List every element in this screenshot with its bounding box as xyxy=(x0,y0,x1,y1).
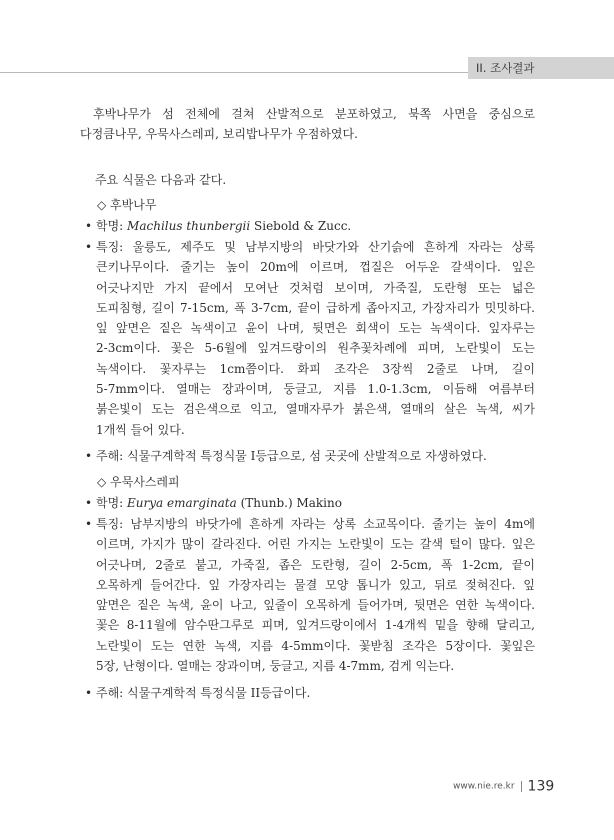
species-1-features xyxy=(85,237,535,440)
feature-line: 큰키나무이다. 줄기는 높이 20m에 이르며, 껍질은 어두운 갈색이다. 잎은 xyxy=(96,260,535,275)
paragraph-line: 다정큼나무, 우묵사스레피, 보리밥나무가 우점하였다. xyxy=(80,127,358,142)
bullet-icon: • xyxy=(85,240,93,254)
bullet-icon: • xyxy=(85,449,93,463)
name-label: 학명: xyxy=(96,496,128,510)
species-2-title: ◇ 우묵사스레피 xyxy=(97,475,180,489)
bullet-icon: • xyxy=(85,496,93,510)
feature-line: 이르며, 가지가 많이 갈라진다. 어린 가지는 노란빛이 도는 갈색 털이 많다. 잎은 xyxy=(96,537,535,552)
footer-url: www.nie.re.kr xyxy=(453,781,515,792)
feature-line: 앞면은 짙은 녹색, 윤이 나고, 잎줄이 오목하게 들어가며, 뒷면은 연한 녹색이다. xyxy=(96,598,535,613)
page-footer xyxy=(453,776,554,795)
feature-line: 5장, 난형이다. 열매는 장과이며, 둥글고, 지름 4-7mm, 검게 익는다. xyxy=(96,659,455,674)
header-section-title: II. 조사결과 xyxy=(476,61,535,75)
author-name: Siebold & Zucc. xyxy=(250,219,352,233)
feature-line: 붉은빛이 도는 검은색으로 익고, 열매자루가 붉은색, 열매의 살은 녹색, 씨가 xyxy=(96,402,535,417)
feature-line: 특징: 남부지방의 바닷가에 흔하게 자라는 상록 소교목이다. 줄기는 높이 4m에 xyxy=(96,517,535,531)
species-2-features xyxy=(85,514,535,676)
feature-line: 특징: 울릉도, 제주도 및 남부지방의 바닷가와 산기슭에 흔하게 자라는 상록 xyxy=(96,240,535,254)
feature-line: 노란빛이 도는 연한 녹색, 지름 4-5mm이다. 꽃받침 조각은 5장이다. 꽃잎은 xyxy=(96,638,535,653)
feature-line: 1개씩 들어 있다. xyxy=(96,422,185,437)
species-1-scientific-name xyxy=(85,216,535,236)
intro-paragraph xyxy=(80,104,535,145)
bullet-icon: • xyxy=(85,517,93,531)
paragraph-line: 후박나무가 섬 전체에 걸쳐 산발적으로 분포하였고, 북쪽 사면을 중심으로 xyxy=(93,107,535,121)
feature-line: 오목하게 들어간다. 잎 가장자리는 물결 모양 톱니가 있고, 뒤로 젖혀진다. 잎 xyxy=(96,577,535,592)
name-label: 학명: xyxy=(96,219,128,233)
bullet-icon: • xyxy=(85,219,93,233)
species-2-note xyxy=(85,683,535,703)
species-1-title: ◇ 후박나무 xyxy=(97,198,157,212)
scientific-name: Machilus thunbergii xyxy=(127,219,251,233)
page-number: 139 xyxy=(527,778,555,795)
feature-line: 녹색이다. 꽃자루는 1cm쯤이다. 화피 조각은 3장씩 2줄로 나며, 길이 xyxy=(96,361,535,376)
species-2-scientific-name xyxy=(85,493,535,513)
feature-line: 잎 앞면은 짙은 녹색이고 윤이 나며, 뒷면은 회색이 도는 녹색이다. 잎자루는 xyxy=(96,321,535,336)
intro-sentence: 주요 식물은 다음과 같다. xyxy=(95,173,227,187)
note-text: 주해: 식물구계학적 특정식물 II등급이다. xyxy=(96,686,311,700)
note-text: 주해: 식물구계학적 특정식물 I등급으로, 섬 곳곳에 산발적으로 자생하였다. xyxy=(96,449,487,463)
feature-line: 도피침형, 길이 7-15cm, 폭 3-7cm, 끝이 급하게 좁아지고, 가장자리가 밋밋하다. xyxy=(96,300,535,315)
footer-divider xyxy=(521,781,522,792)
feature-line: 꽃은 8-11월에 암수딴그루로 피며, 잎겨드랑이에서 1-4개씩 밑을 향해 달리고, xyxy=(96,618,535,633)
author-name: (Thunb.) Makino xyxy=(236,496,342,510)
scientific-name: Eurya emarginata xyxy=(127,496,237,510)
feature-line: 2-3cm이다. 꽃은 5-6월에 잎겨드랑이의 원추꽃차례에 피며, 노란빛이 도는 xyxy=(96,341,535,356)
feature-line: 어긋나지만 가지 끝에서 모여난 것처럼 보이며, 가죽질, 도란형 또는 넓은 xyxy=(96,280,535,295)
feature-line: 어긋나며, 2줄로 붙고, 가죽질, 좁은 도란형, 길이 2-5cm, 폭 1-2cm, 끝이 xyxy=(96,557,535,572)
feature-line: 5-7mm이다. 열매는 장과이며, 둥글고, 지름 1.0-1.3cm, 이듬해 여름부터 xyxy=(96,382,535,397)
species-1-note xyxy=(85,446,535,466)
bullet-icon: • xyxy=(85,686,93,700)
